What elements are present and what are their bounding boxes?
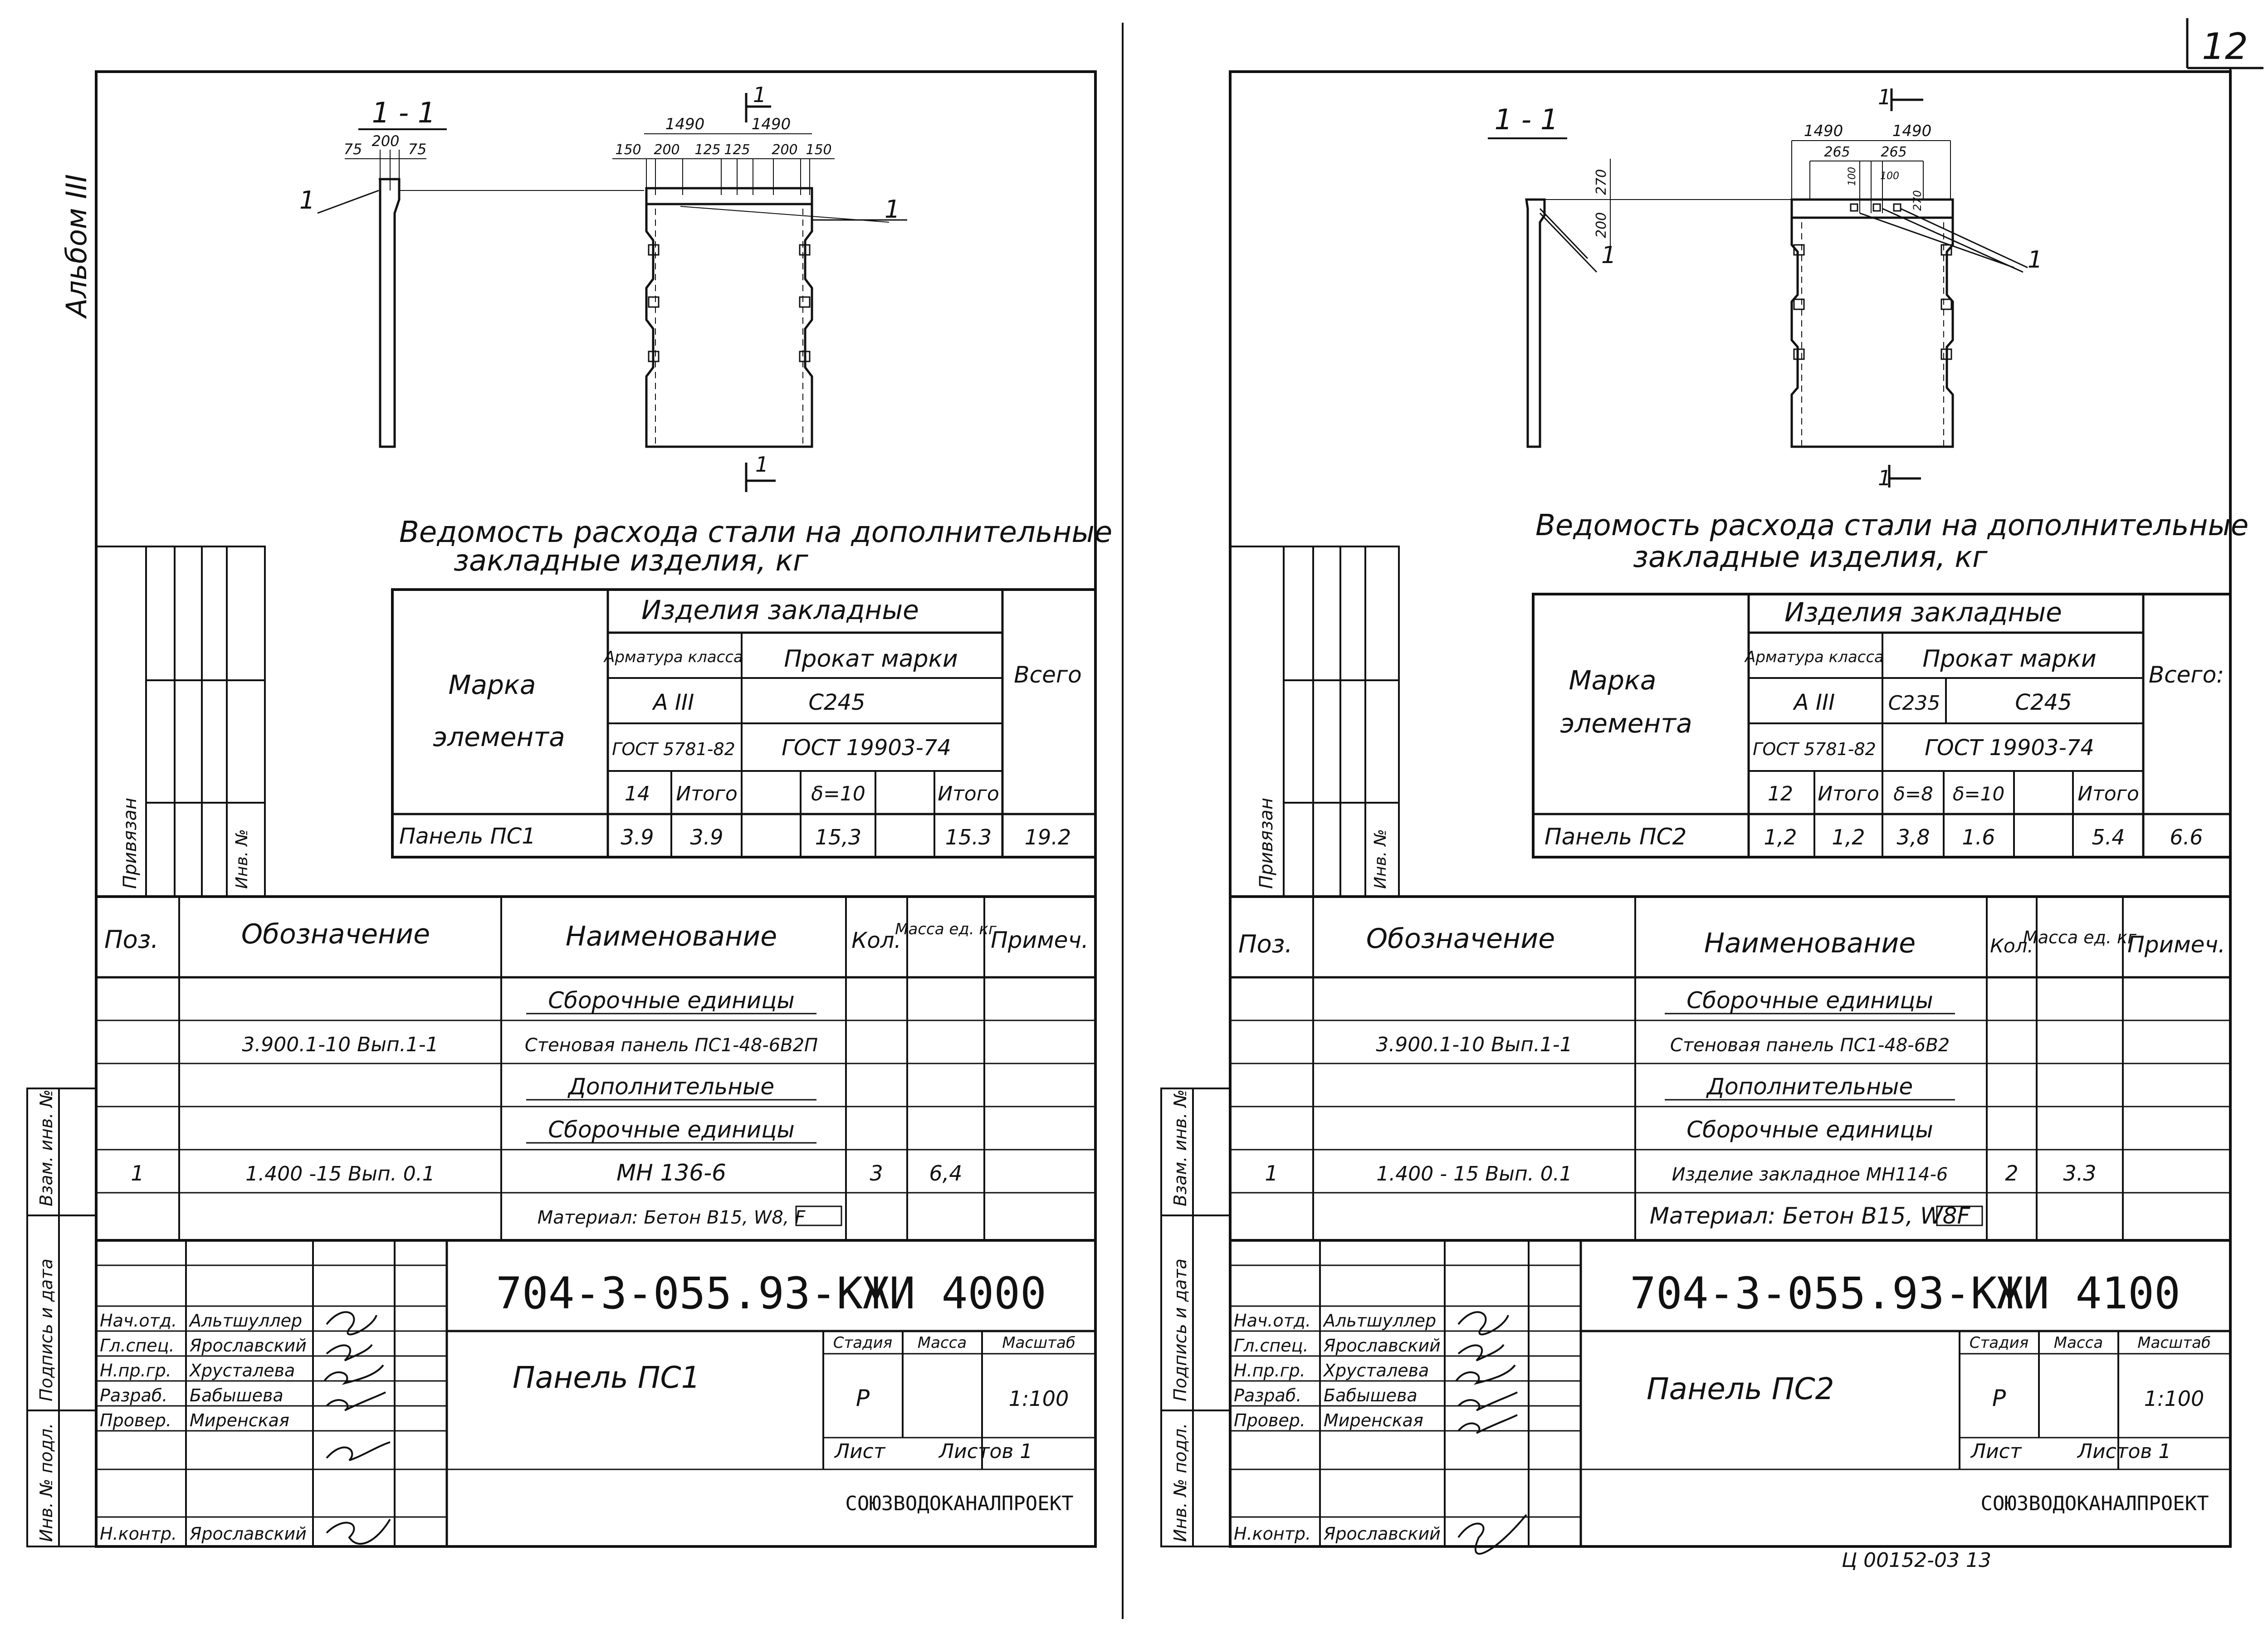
stage-header: Стадия xyxy=(833,1334,893,1352)
approval-person: Альтшуллер xyxy=(190,1311,303,1331)
dim-label: 150 xyxy=(615,142,641,158)
strip-label: Привязан xyxy=(1256,797,1277,889)
spec-name: Стеновая панель ПС1-48-6В2 xyxy=(1670,1035,1950,1056)
sheet-right xyxy=(1161,68,2248,1554)
approval-person: Миренская xyxy=(1324,1410,1423,1430)
approval-person: Хрусталева xyxy=(190,1361,295,1380)
spec-name: Сборочные единицы xyxy=(548,987,795,1014)
approval-role: Нач.отд. xyxy=(1234,1311,1311,1331)
spec-row xyxy=(1665,987,1955,1014)
callout-number: 1 xyxy=(1601,242,1617,269)
panel-front-view xyxy=(1792,85,2043,490)
document-code: 704-3-055.93-КЖИ 4100 xyxy=(1630,1268,2180,1319)
approval-role: Н.пр.гр. xyxy=(100,1361,171,1380)
spec-name: Дополнительные xyxy=(1706,1073,1913,1100)
approval-row xyxy=(100,1311,302,1331)
people-rows xyxy=(1234,1311,1441,1544)
steel-value: 3.9 xyxy=(690,825,723,849)
steel-title-line1: Ведомость расхода стали на дополнительные xyxy=(1535,509,2249,542)
class-a: А III xyxy=(653,690,694,715)
spec-header: Масса ед. кг xyxy=(895,920,997,938)
steel-table xyxy=(1533,594,2230,857)
sheet-title: Панель ПС2 xyxy=(1647,1371,1834,1406)
section-mark-top: 1 xyxy=(753,83,767,107)
approval-row xyxy=(100,1524,307,1544)
steel-title-line2: закладные изделия, кг xyxy=(1633,541,1988,574)
steel-mark-header: Марка xyxy=(448,669,536,700)
approval-person: Миренская xyxy=(190,1410,289,1430)
strip-label: Взам. инв. № xyxy=(36,1089,56,1206)
scale-value: 1:100 xyxy=(1008,1386,1069,1411)
spec-code: 1.400 -15 Вып. 0.1 xyxy=(245,1162,435,1185)
strip-label: Инв. № подл. xyxy=(1170,1423,1190,1542)
callout-number: 1 xyxy=(299,186,315,215)
strip-label: Инв. № подл. xyxy=(36,1423,56,1542)
callout-number: 1 xyxy=(2028,246,2043,273)
dim-label: 200 xyxy=(1593,212,1609,238)
steel-value: 1,2 xyxy=(1832,825,1865,849)
title-block xyxy=(1230,1240,2230,1554)
section-mark-bottom: 1 xyxy=(1878,466,1892,490)
approval-role: Гл.спец. xyxy=(1234,1336,1309,1356)
dim-label: 75 xyxy=(343,141,362,158)
dim-label: 125 xyxy=(694,142,721,158)
approval-person: Ярославский xyxy=(190,1336,307,1356)
steel-col: δ=10 xyxy=(811,782,865,805)
spec-name: Стеновая панель ПС1-48-6В2П xyxy=(524,1035,818,1056)
spec-header: Масса ед. кг xyxy=(2023,927,2136,947)
organization: СОЮЗВОДОКАНАЛПРОЕКТ xyxy=(1980,1492,2209,1515)
wall-profile xyxy=(1526,200,1545,447)
steel-col: δ=8 xyxy=(1893,783,1933,805)
spec-code: 3.900.1-10 Вып.1-1 xyxy=(1376,1033,1573,1056)
approval-strip xyxy=(27,1088,96,1546)
scale-header: Масштаб xyxy=(2137,1334,2211,1352)
scale-header: Масштаб xyxy=(1002,1334,1075,1352)
approval-person: Альтшуллер xyxy=(1324,1311,1437,1331)
spec-name: МН 136-6 xyxy=(616,1160,726,1186)
dim-label: 100 xyxy=(1880,171,1899,182)
spec-row xyxy=(1665,1073,1955,1100)
signatures xyxy=(324,1312,390,1544)
steel-title-line2: закладные изделия, кг xyxy=(454,544,808,578)
section-mark-top: 1 xyxy=(1878,85,1892,109)
approval-strip xyxy=(1161,1088,1230,1546)
spec-row xyxy=(538,1207,806,1228)
approval-person: Бабышева xyxy=(1324,1385,1418,1405)
approval-row xyxy=(1234,1361,1429,1380)
steel-group-header: Изделия закладные xyxy=(1784,597,2062,628)
prokat-header: Прокат марки xyxy=(1922,645,2097,673)
spec-name: Сборочные единицы xyxy=(548,1117,795,1143)
approval-role: Н.пр.гр. xyxy=(1234,1361,1305,1380)
organization: СОЮЗВОДОКАНАЛПРОЕКТ xyxy=(845,1492,1074,1515)
spec-row xyxy=(526,987,816,1014)
gost-p: ГОСТ 19903-74 xyxy=(782,735,951,761)
approval-row xyxy=(1234,1524,1441,1544)
stage-header: Стадия xyxy=(1969,1334,2029,1352)
scale-value: 1:100 xyxy=(2144,1386,2204,1411)
approval-row xyxy=(100,1410,289,1430)
steel-value: 3.9 xyxy=(621,825,654,849)
panel-front-view xyxy=(612,83,907,492)
dim-label: 1490 xyxy=(1892,122,1932,140)
steel-value: 1.6 xyxy=(1962,825,1995,849)
strip-label: Взам. инв. № xyxy=(1170,1089,1190,1206)
steel-mark-header: элемента xyxy=(433,722,565,752)
approval-person: Ярославский xyxy=(1324,1524,1441,1544)
steel-value: 15,3 xyxy=(815,825,862,849)
spec-header: Кол. xyxy=(851,928,901,953)
steel-col: δ=10 xyxy=(1952,783,2005,805)
mass-header: Масса xyxy=(2053,1334,2103,1352)
class-a: А III xyxy=(1794,690,1835,715)
strip-label: Подпись и дата xyxy=(1170,1258,1190,1401)
steel-col: Итого xyxy=(2077,782,2139,805)
steel-col: Итого xyxy=(676,782,738,805)
spec-rows xyxy=(131,987,962,1228)
approval-row xyxy=(1234,1410,1423,1430)
dim-label: 1490 xyxy=(1804,122,1843,140)
total-header: Всего xyxy=(1014,662,1082,688)
steel-grade: С235 xyxy=(1888,692,1941,715)
spec-header: Обозначение xyxy=(241,918,430,950)
album-label: Альбом III xyxy=(60,174,93,317)
spec-mass: 3.3 xyxy=(2063,1161,2097,1185)
spec-code: 3.900.1-10 Вып.1-1 xyxy=(242,1033,439,1056)
section-view-right xyxy=(1488,103,1792,447)
approval-person: Хрусталева xyxy=(1324,1361,1429,1380)
spec-name: Изделие закладное МН114-6 xyxy=(1672,1164,1948,1185)
approval-row xyxy=(1234,1336,1441,1356)
spec-header: Поз. xyxy=(104,925,159,954)
panel-outline xyxy=(646,204,812,447)
dim-label: 1490 xyxy=(665,115,705,133)
dim-label: 125 xyxy=(724,142,750,158)
steel-grade: С245 xyxy=(808,690,865,715)
steel-total: 6.6 xyxy=(2170,825,2203,849)
sheet-label: Лист xyxy=(835,1440,885,1463)
sheet-label: Лист xyxy=(1971,1440,2022,1463)
spec-row xyxy=(131,1160,962,1186)
sheets-label: Листов 1 xyxy=(2077,1440,2171,1463)
page-number-box xyxy=(2187,18,2263,68)
sheets-label: Листов 1 xyxy=(939,1440,1033,1463)
total-header: Всего: xyxy=(2148,662,2224,688)
approval-person: Ярославский xyxy=(190,1524,307,1544)
spec-row xyxy=(1650,1203,1971,1229)
steel-mark-header: Марка xyxy=(1569,665,1657,696)
binding-strip xyxy=(1230,546,1399,897)
approval-row xyxy=(100,1336,307,1356)
wall-profile xyxy=(379,179,399,447)
armatura-header: Арматура класса xyxy=(604,648,743,666)
stage-value: Р xyxy=(1992,1385,2006,1411)
dim-label: 200 xyxy=(654,142,680,158)
dim-label: 200 xyxy=(772,142,798,158)
spec-qty: 3 xyxy=(870,1161,883,1185)
binding-strip xyxy=(96,546,265,897)
dim-label: 265 xyxy=(1881,144,1907,160)
steel-row-label: Панель ПС1 xyxy=(399,824,536,849)
steel-value: 5.4 xyxy=(2092,825,2125,849)
steel-table xyxy=(392,590,1095,857)
gost-a: ГОСТ 5781-82 xyxy=(612,739,735,759)
spec-header: Кол. xyxy=(1990,935,2033,957)
approval-person: Бабышева xyxy=(190,1385,284,1405)
steel-row-label: Панель ПС2 xyxy=(1545,824,1687,850)
gost-a: ГОСТ 5781-82 xyxy=(1753,739,1876,759)
spec-name: Дополнительные xyxy=(568,1073,775,1100)
spec-qty: 2 xyxy=(2005,1161,2019,1185)
dim-label: 150 xyxy=(806,142,832,158)
steel-col: Итого xyxy=(938,782,999,805)
steel-value: 15.3 xyxy=(945,825,992,849)
page-number: 12 xyxy=(2202,25,2248,68)
spec-header: Наименование xyxy=(565,921,777,952)
spec-header: Наименование xyxy=(1704,927,1916,959)
section-view-left xyxy=(299,96,644,447)
sheet-left xyxy=(27,72,1112,1546)
dim-label: 200 xyxy=(371,132,400,150)
spec-header: Примеч. xyxy=(2127,932,2225,958)
steel-col: 12 xyxy=(1768,782,1793,805)
steel-col: Итого xyxy=(1818,782,1879,805)
armatura-header: Арматура класса xyxy=(1745,648,1884,666)
spec-mass: 6,4 xyxy=(929,1161,963,1185)
approval-row xyxy=(1234,1311,1436,1331)
spec-code: 1.400 - 15 Вып. 0.1 xyxy=(1376,1162,1572,1185)
approval-row xyxy=(1234,1385,1418,1405)
spec-name: Сборочные единицы xyxy=(1686,987,1933,1014)
gost-p: ГОСТ 19903-74 xyxy=(1925,735,2094,761)
sheet-title: Панель ПС1 xyxy=(513,1360,700,1395)
spec-pos: 1 xyxy=(1265,1161,1278,1185)
strip-label: Инв. № xyxy=(233,829,251,889)
steel-grade: С245 xyxy=(2015,690,2072,715)
section-label: 1 - 1 xyxy=(371,96,436,129)
spec-row xyxy=(242,1033,818,1056)
approval-row xyxy=(100,1385,284,1405)
dim-label: 270 xyxy=(1911,190,1924,211)
spec-name: Сборочные единицы xyxy=(1686,1117,1933,1143)
approval-role: Н.контр. xyxy=(100,1524,177,1544)
section-label: 1 - 1 xyxy=(1494,103,1559,136)
spec-row xyxy=(1376,1033,1950,1056)
title-block xyxy=(96,1240,1095,1546)
stage-value: Р xyxy=(855,1385,870,1411)
document-code: 704-3-055.93-КЖИ 4000 xyxy=(496,1268,1046,1319)
steel-col: 14 xyxy=(625,782,650,805)
spec-row xyxy=(1686,1117,1933,1143)
approval-role: Провер. xyxy=(100,1410,171,1430)
dim-label: 100 xyxy=(1847,167,1858,186)
spec-name: Материал: Бетон В15, W8F xyxy=(1649,1203,1970,1229)
dim-label: 270 xyxy=(1593,169,1609,195)
bottom-code: Ц 00152-03 13 xyxy=(1842,1549,1991,1572)
dim-label: 75 xyxy=(408,141,427,158)
strip-label: Привязан xyxy=(120,797,141,889)
spec-header: Поз. xyxy=(1238,930,1293,958)
spec-row xyxy=(1265,1161,2096,1185)
spec-row xyxy=(526,1073,816,1100)
approval-role: Разраб. xyxy=(100,1385,168,1405)
approval-role: Провер. xyxy=(1234,1410,1305,1430)
spec-name: Материал: Бетон В15, W8, F xyxy=(537,1207,806,1228)
steel-total: 19.2 xyxy=(1024,825,1071,849)
approval-person: Ярославский xyxy=(1324,1336,1441,1356)
people-rows xyxy=(100,1311,307,1544)
panel-outline xyxy=(1792,218,1953,447)
spec-header: Примеч. xyxy=(991,927,1089,953)
steel-mark-header: элемента xyxy=(1560,708,1692,739)
steel-value: 1,2 xyxy=(1764,825,1797,849)
steel-title-line1: Ведомость расхода стали на дополнительные xyxy=(399,516,1113,549)
prokat-header: Прокат марки xyxy=(784,645,958,673)
approval-role: Нач.отд. xyxy=(100,1311,177,1331)
approval-role: Н.контр. xyxy=(1234,1524,1311,1544)
section-mark-bottom: 1 xyxy=(755,452,769,477)
steel-value: 3,8 xyxy=(1897,825,1930,849)
steel-group-header: Изделия закладные xyxy=(641,595,919,625)
approval-role: Гл.спец. xyxy=(100,1336,175,1356)
mass-header: Масса xyxy=(917,1334,967,1352)
strip-label: Подпись и дата xyxy=(36,1258,56,1401)
spec-table xyxy=(96,897,1095,1240)
spec-header: Обозначение xyxy=(1366,923,1555,955)
spec-table xyxy=(1230,897,2230,1240)
spec-row xyxy=(526,1117,816,1143)
dim-label: 265 xyxy=(1824,144,1850,160)
spec-pos: 1 xyxy=(131,1161,144,1185)
strip-label: Инв. № xyxy=(1371,829,1390,889)
callout-number: 1 xyxy=(885,195,900,224)
dim-label: 1490 xyxy=(751,115,791,133)
approval-role: Разраб. xyxy=(1234,1385,1302,1405)
approval-row xyxy=(100,1361,295,1380)
